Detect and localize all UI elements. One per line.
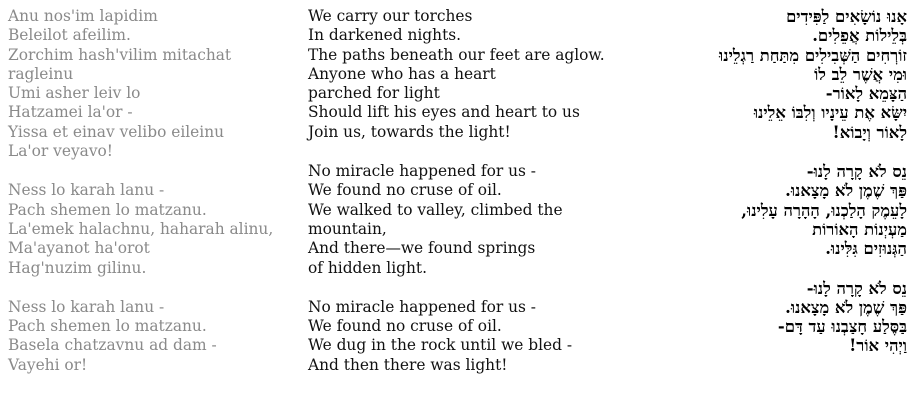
transliteration-line: Ma'ayanot ha'orot [8, 239, 150, 258]
english-line: Join us, towards the light! [308, 122, 511, 141]
english-stanza-3 [308, 298, 608, 375]
hebrew-line: וַיְהִי אוֹר! [849, 336, 907, 356]
transliteration-stanza-3 [8, 298, 300, 375]
hebrew-stanza-3 [607, 279, 907, 356]
transliteration-column [8, 7, 300, 395]
hebrew-line: וּמִי אֲשֶׁר לֵב לוֹ [814, 64, 907, 84]
transliteration-line: Hag'nuzim gilinu. [8, 258, 147, 277]
hebrew-line: נֵס לֹא קָרָה לָנוּ- [806, 162, 907, 182]
hebrew-line: לָאוֹר וְיָבוֹא! [832, 122, 907, 142]
transliteration-line: Beleilot afeilim. [8, 26, 131, 45]
transliteration-line: Pach shemen lo matzanu. [8, 317, 207, 336]
hebrew-line: הַצָּמֵא לָאוֹר- [825, 84, 907, 104]
english-line: And there—we found springs [308, 239, 536, 258]
english-line: We walked to valley, climbed the [308, 200, 563, 219]
english-line: of hidden light. [308, 258, 427, 277]
transliteration-line: Vayehi or! [8, 355, 88, 374]
english-line: The paths beneath our feet are aglow. [308, 45, 605, 64]
transliteration-line: Basela chatzavnu ad dam - [8, 336, 217, 355]
hebrew-line: בַּסֶּלַע חָצַבְנוּ עַד דָּם- [777, 317, 907, 337]
english-line: Anyone who has a heart [308, 64, 496, 83]
transliteration-line: La'emek halachnu, haharah alinu, [8, 219, 274, 238]
english-stanza-2 [308, 162, 608, 278]
english-translation-column [308, 7, 608, 395]
hebrew-line: נֵס לֹא קָרָה לָנוּ- [806, 278, 907, 298]
english-line: We found no cruse of oil. [308, 317, 502, 336]
hebrew-line: פַּךְ שֶׁמֶן לֹא מָצָאנוּ. [785, 181, 907, 201]
hebrew-line: פַּךְ שֶׁמֶן לֹא מָצָאנוּ. [785, 297, 907, 317]
hebrew-stanza-2 [607, 162, 907, 258]
hebrew-line: אָנוּ נוֹשָׂאִים לַפִּידִים [786, 7, 907, 26]
english-line: No miracle happened for us - [308, 297, 536, 316]
hebrew-line: זוֹרְחִים הַשְּׁבִילִים מִתַּחַת רַגְלֵינוּ [719, 45, 907, 65]
english-line: We carry our torches [308, 7, 473, 25]
transliteration-line: Hatzamei la'or - [8, 103, 133, 122]
english-stanza-1 [308, 7, 608, 142]
english-line: We found no cruse of oil. [308, 181, 502, 200]
hebrew-lyrics-column [607, 7, 907, 376]
transliteration-line: Ness lo karah lanu - [8, 297, 165, 316]
transliteration-line: Umi asher leiv lo [8, 84, 141, 103]
transliteration-line: Yissa et einav velibo eileinu [8, 122, 225, 141]
transliteration-stanza-2 [8, 181, 300, 277]
transliteration-line: Zorchim hash'vilim mitachat [8, 45, 232, 64]
english-line: parched for light [308, 84, 440, 103]
transliteration-line: Ness lo karah lanu - [8, 181, 165, 200]
english-line: mountain, [308, 219, 387, 238]
english-line: In darkened nights. [308, 26, 462, 45]
transliteration-line: Anu nos'im lapidim [8, 7, 158, 25]
english-line: Should lift his eyes and heart to us [308, 103, 580, 122]
hebrew-stanza-1 [607, 7, 907, 142]
transliteration-line: La'or veyavo! [8, 142, 113, 161]
hebrew-line: בְּלֵילוֹת אֲפֵלִים. [812, 26, 907, 46]
hebrew-line: מַעְיְנוֹת הָאוֹרוֹת [812, 219, 907, 239]
english-line: We dug in the rock until we bled - [308, 336, 573, 355]
hebrew-line: לָעֵמֶק הָלַכְנוּ, הָהָרָה עָלִינוּ, [741, 200, 907, 220]
transliteration-line: Pach shemen lo matzanu. [8, 200, 207, 219]
transliteration-line: ragleinu [8, 64, 74, 83]
english-line: No miracle happened for us - [308, 162, 536, 181]
transliteration-stanza-1 [8, 7, 300, 161]
english-line: And then there was light! [308, 355, 508, 374]
hebrew-line: הַגְּנוּזִים גִּלִּינוּ. [825, 239, 907, 259]
hebrew-line: יִשָּׂא אֶת עֵינָיו וְלִבּוֹ אֵלֵינוּ [753, 103, 907, 123]
